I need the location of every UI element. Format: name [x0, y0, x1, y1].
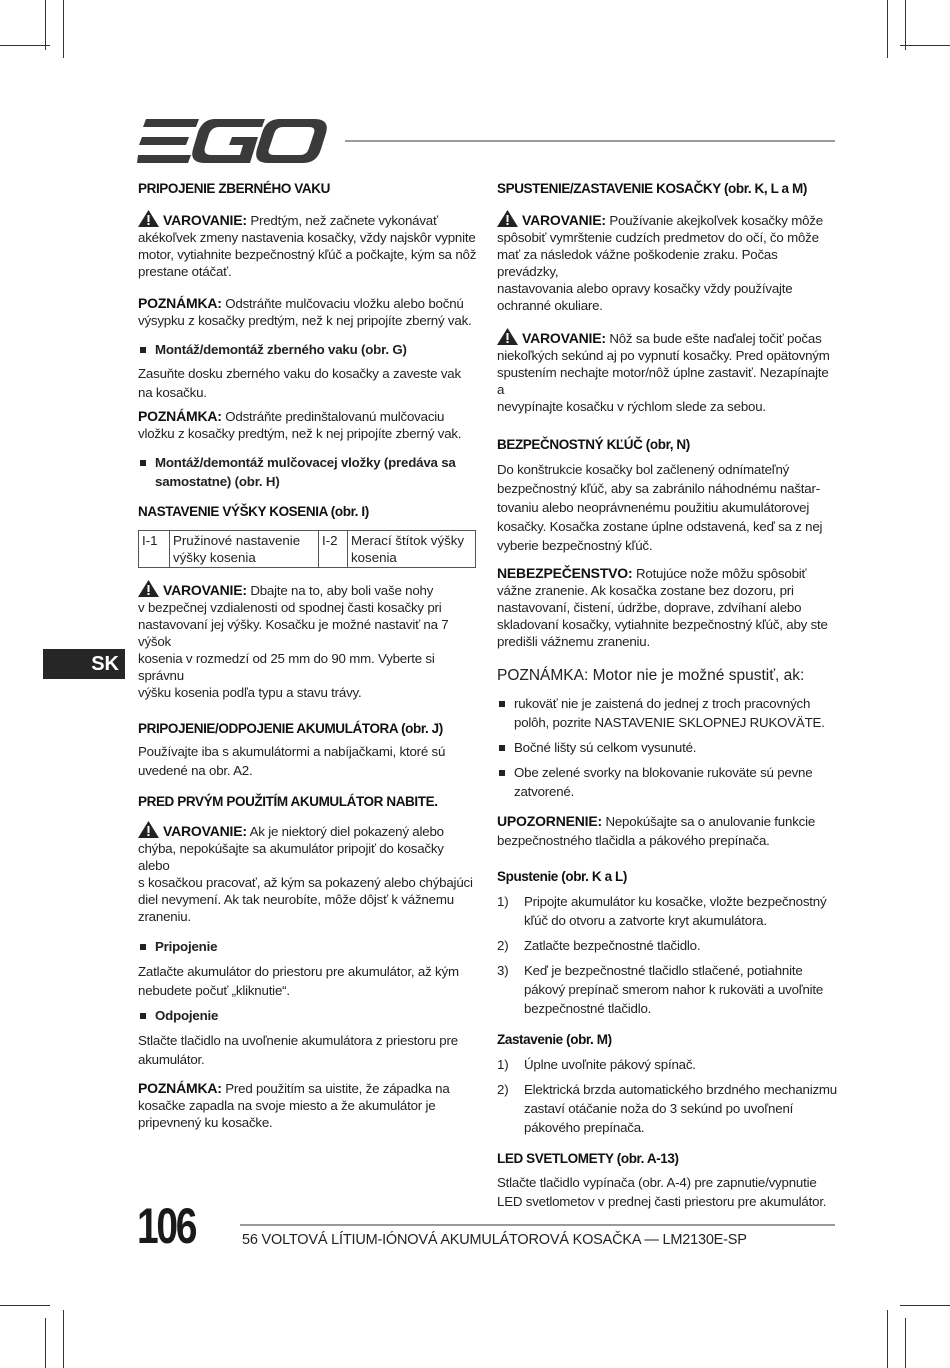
text-line: Zatlačte akumulátor do priestoru pre akumulátor, až kým — [138, 964, 459, 979]
text-line: Do konštrukcie kosačky bol začlenený odnímateľný — [497, 462, 790, 477]
text-line: bezpečnostné tlačidlo. — [524, 1001, 652, 1016]
subsection-heading: Zastavenie (obr. M) — [497, 1032, 612, 1047]
warning-icon — [138, 210, 159, 227]
table-row — [139, 531, 476, 568]
numbered-item — [497, 961, 837, 1018]
crop-mark — [45, 0, 46, 50]
crop-mark — [0, 1305, 50, 1306]
danger-label: NEBEZPEČENSTVO: — [497, 565, 633, 581]
section-heading: PRED PRVÝM POUŽITÍM AKUMULÁTOR NABITE. — [138, 794, 438, 809]
section-heading: NASTAVENIE VÝŠKY KOSENIA (obr. I) — [138, 504, 369, 519]
footer-rule — [240, 1224, 835, 1226]
warning-icon — [138, 821, 159, 838]
text-line: Používanie akejkoľvek kosačky môže — [609, 213, 823, 228]
note-label: POZNÁMKA: — [138, 295, 222, 311]
section-heading: PRIPOJENIE/ODPOJENIE AKUMULÁTORA (obr. J) — [138, 721, 443, 736]
danger-block — [497, 565, 837, 650]
crop-mark — [63, 1310, 64, 1368]
numbered-item — [497, 936, 837, 955]
note-label: POZNÁMKA: — [138, 408, 222, 424]
bullet-item — [497, 694, 837, 732]
text-line: uvedené na obr. A2. — [138, 763, 253, 778]
text-line: diel nevymení. Ak tak neurobíte, môže dôjsť k vážnemu — [138, 892, 454, 907]
crop-mark — [905, 1318, 906, 1368]
text-line: Odstráňte predinštalovanú mulčovaciu — [225, 409, 445, 424]
crop-mark — [0, 45, 50, 46]
crop-mark — [63, 0, 64, 58]
text-line: motor, vytiahnite bezpečnostný kľúč a počkajte, kým sa nôž — [138, 247, 477, 262]
text-line: ochranné okuliare. — [497, 298, 603, 313]
footer-text: 56 VOLTOVÁ LÍTIUM-IÓNOVÁ AKUMULÁTOROVÁ KOSAČKA — LM2130E-SP — [242, 1232, 747, 1248]
warning-label: VAROVANIE: — [522, 330, 606, 346]
bullet-item — [138, 453, 478, 491]
warning-block — [497, 328, 837, 415]
text-line: Montáž/demontáž mulčovacej vložky (predáva sa — [138, 453, 478, 472]
page-number: 106 — [137, 1198, 196, 1254]
warning-label: VAROVANIE: — [163, 823, 247, 839]
text-line: akékoľvek zmeny nastavenia kosačky, vždy najskôr vypnite — [138, 230, 476, 245]
item-number: 2) — [497, 938, 509, 953]
text-line: Zasuňte dosku zberného vaku do kosačky a zaveste vak — [138, 366, 461, 381]
caution-block — [497, 812, 837, 850]
text-line: Obe zelené svorky na blokovanie rukoväte sú pevne — [497, 763, 837, 782]
note-block — [138, 408, 478, 442]
text-line: Keď je bezpečnostné tlačidlo stlačené, potiahnite — [524, 963, 803, 978]
text-line: vyberie bezpečnostný kľúč. — [497, 538, 653, 553]
note-block — [138, 1080, 478, 1131]
text-line: akumulátor. — [138, 1052, 205, 1067]
text-line: Predtým, než začnete vykonávať — [250, 213, 438, 228]
text-line: Nepokúšajte sa o anulovanie funkcie — [605, 814, 816, 829]
text-line: bezpečnostný kľúč, aby sa zabránilo náhodnému naštar- — [497, 481, 820, 496]
text-line: výšku kosenia podľa typu a stavu trávy. — [138, 685, 362, 700]
crop-mark — [905, 0, 906, 50]
text-line: niekoľkých sekúnd aj po vypnutí kosačky. Pred opätovným — [497, 348, 830, 363]
warning-icon — [497, 328, 518, 345]
text-line: v bezpečnej vzdialenosti od spodnej časti kosačky pri — [138, 600, 442, 615]
warning-block — [138, 580, 478, 701]
text-line: skladovaní kosačky, vytiahnite bezpečnostný kľúč, aby ste — [497, 617, 828, 632]
text-line: vložku z kosačky predtým, než k nej pripojíte zberný vak. — [138, 426, 462, 441]
text-line: nastavovaní, čistení, údržbe, doprave, zdvíhaní alebo — [497, 600, 802, 615]
subsection-heading: Spustenie (obr. K a L) — [497, 869, 627, 884]
text-line: Stlačte tlačidlo na uvoľnenie akumulátora z priestoru pre — [138, 1033, 458, 1048]
note-block — [138, 295, 478, 329]
bullet-item — [497, 763, 837, 801]
text-line: Pripojte akumulátor ku kosačke, vložte bezpečnostný — [524, 894, 827, 909]
bullet-item: Montáž/demontáž zberného vaku (obr. G) — [138, 340, 478, 359]
bullet-item: Odpojenie — [138, 1006, 478, 1025]
parts-table — [138, 530, 476, 568]
item-number: 1) — [497, 1057, 509, 1072]
text-line: Ak je niektorý diel pokazený alebo — [249, 824, 444, 839]
text-line: výsypku z kosačky predtým, než k nej pripojíte zberný vak. — [138, 313, 472, 328]
text-line: Pred použitím sa uistite, že západka na — [225, 1081, 450, 1096]
warning-block — [138, 821, 478, 925]
text-line: Odstráňte mulčovaciu vložku alebo bočnú — [225, 296, 464, 311]
text-line: kosenia v rozmedzí od 25 mm do 90 mm. Vyberte si správnu — [138, 651, 435, 683]
text-line: Dbajte na to, aby boli vaše nohy — [250, 583, 434, 598]
language-tab: SK — [43, 649, 125, 679]
table-cell: Merací štítok výšky kosenia — [348, 531, 476, 568]
item-number: 1) — [497, 894, 509, 909]
note-label: POZNÁMKA: — [497, 667, 589, 684]
text-line: Zatlačte bezpečnostné tlačidlo. — [524, 938, 701, 953]
warning-label: VAROVANIE: — [163, 582, 247, 598]
section-heading: PRIPOJENIE ZBERNÉHO VAKU — [138, 181, 330, 196]
section-heading: LED SVETLOMETY (obr. A-13) — [497, 1151, 679, 1166]
left-column — [138, 180, 478, 1131]
paragraph — [497, 460, 837, 555]
text-line: tovaniu alebo neoprávnenému použitiu akumulátorovej — [497, 500, 810, 515]
numbered-item — [497, 1080, 837, 1137]
table-cell: I-1 — [139, 531, 170, 568]
right-column — [497, 180, 837, 1211]
text-line: nevypínajte kosačku v rýchlom slede za sebou. — [497, 399, 766, 414]
crop-mark — [887, 0, 888, 58]
text-line: pákový prepínač smerom nahor k rukoväti a uvoľnite — [524, 982, 824, 997]
text-line: kosačky. Kosačka zostane úplne odstavená, keď sa z nej — [497, 519, 823, 534]
note-label: POZNÁMKA: — [138, 1080, 222, 1096]
crop-mark — [45, 1318, 46, 1368]
text-line: spôsobiť vymrštenie cudzích predmetov do očí, čo môže — [497, 230, 819, 245]
text-line: prestane otáčať. — [138, 264, 232, 279]
text-line: nebudete počuť „kliknutie“. — [138, 983, 290, 998]
item-number: 3) — [497, 963, 509, 978]
text-line: pákového prepínača. — [524, 1120, 645, 1135]
text-line: kosačke zapadla na svoje miesto a že akumulátor je — [138, 1098, 436, 1113]
paragraph — [138, 1031, 478, 1069]
ego-logo — [137, 118, 329, 164]
crop-mark — [887, 1310, 888, 1368]
caution-label: UPOZORNENIE: — [497, 813, 602, 829]
paragraph — [138, 364, 478, 402]
text-line: kľúč do otvoru a zatvorte kryt akumulátora. — [524, 913, 767, 928]
text-line: rukoväť nie je zaistená do jednej z troch pracovných — [497, 694, 837, 713]
paragraph — [138, 742, 478, 780]
paragraph — [138, 962, 478, 1000]
section-heading: BEZPEČNOSTNÝ KĽÚČ (obr, N) — [497, 437, 690, 452]
text-line: nastavovania alebo opravy kosačky vždy používajte — [497, 281, 793, 296]
note-block — [497, 666, 837, 686]
text-line: zatvorené. — [514, 784, 575, 799]
paragraph — [497, 1173, 837, 1211]
text-line: polôh, pozrite NASTAVENIE SKLOPNEJ RUKOVÄTE. — [514, 715, 825, 730]
text-line: chýba, nepokúšajte sa akumulátor pripojiť do kosačky alebo — [138, 841, 444, 873]
bullet-item: Pripojenie — [138, 937, 478, 956]
text-line: Nôž sa bude ešte naďalej točiť počas — [609, 331, 822, 346]
table-cell: I-2 — [319, 531, 348, 568]
crop-mark — [900, 1305, 950, 1306]
text-line: pripevnený ku kosačke. — [138, 1115, 273, 1130]
warning-icon — [138, 580, 159, 597]
text-line: s kosačkou pracovať, až kým sa pokazený alebo chýbajúci — [138, 875, 473, 890]
text-line: Úplne uvoľnite pákový spínač. — [524, 1057, 696, 1072]
warning-block — [138, 210, 478, 280]
text-line: LED svetlometov v prednej časti priestoru pre akumulátor. — [497, 1194, 827, 1209]
header-rule — [345, 140, 835, 142]
warning-block — [497, 210, 837, 314]
note-text: Motor nie je možné spustiť, ak: — [592, 667, 805, 684]
text-line: Stlačte tlačidlo vypínača (obr. A-4) pre zapnutie/vypnutie — [497, 1175, 817, 1190]
text-line: nastavovaní jej výšky. Kosačku je možné nastaviť na 7 výšok — [138, 617, 449, 649]
section-heading: SPUSTENIE/ZASTAVENIE KOSAČKY (obr. K, L a M) — [497, 181, 807, 196]
text-line: samostatne) (obr. H) — [155, 474, 280, 489]
text-line: zastaví otáčanie noža do 3 sekúnd po uvoľnení — [524, 1101, 794, 1116]
text-line: Používajte iba s akumulátormi a nabíjačkami, ktoré sú — [138, 744, 446, 759]
table-cell: Pružinové nastavenie výšky kosenia — [170, 531, 319, 568]
text-line: predišli vážnemu zraneniu. — [497, 634, 650, 649]
text-line: mať za následok vážne poškodenie zraku. Počas prevádzky, — [497, 247, 778, 279]
item-number: 2) — [497, 1082, 509, 1097]
text-line: spustením nechajte motor/nôž úplne zastaviť. Nezapínajte a — [497, 365, 829, 397]
text-line: vážne zranenie. Ak kosačka zostane bez dozoru, pri — [497, 583, 794, 598]
text-line: na kosačku. — [138, 385, 207, 400]
bullet-item: Bočné lišty sú celkom vysunuté. — [497, 738, 837, 757]
warning-label: VAROVANIE: — [163, 212, 247, 228]
warning-icon — [497, 210, 518, 227]
numbered-item — [497, 892, 837, 930]
text-line: Rotujúce nože môžu spôsobiť — [635, 566, 807, 581]
numbered-item — [497, 1055, 837, 1074]
text-line: Elektrická brzda automatického brzdného mechanizmu — [524, 1082, 837, 1097]
crop-mark — [900, 45, 950, 46]
text-line: bezpečnostného tlačidla a pákového prepínača. — [497, 833, 770, 848]
text-line: zraneniu. — [138, 909, 191, 924]
warning-label: VAROVANIE: — [522, 212, 606, 228]
